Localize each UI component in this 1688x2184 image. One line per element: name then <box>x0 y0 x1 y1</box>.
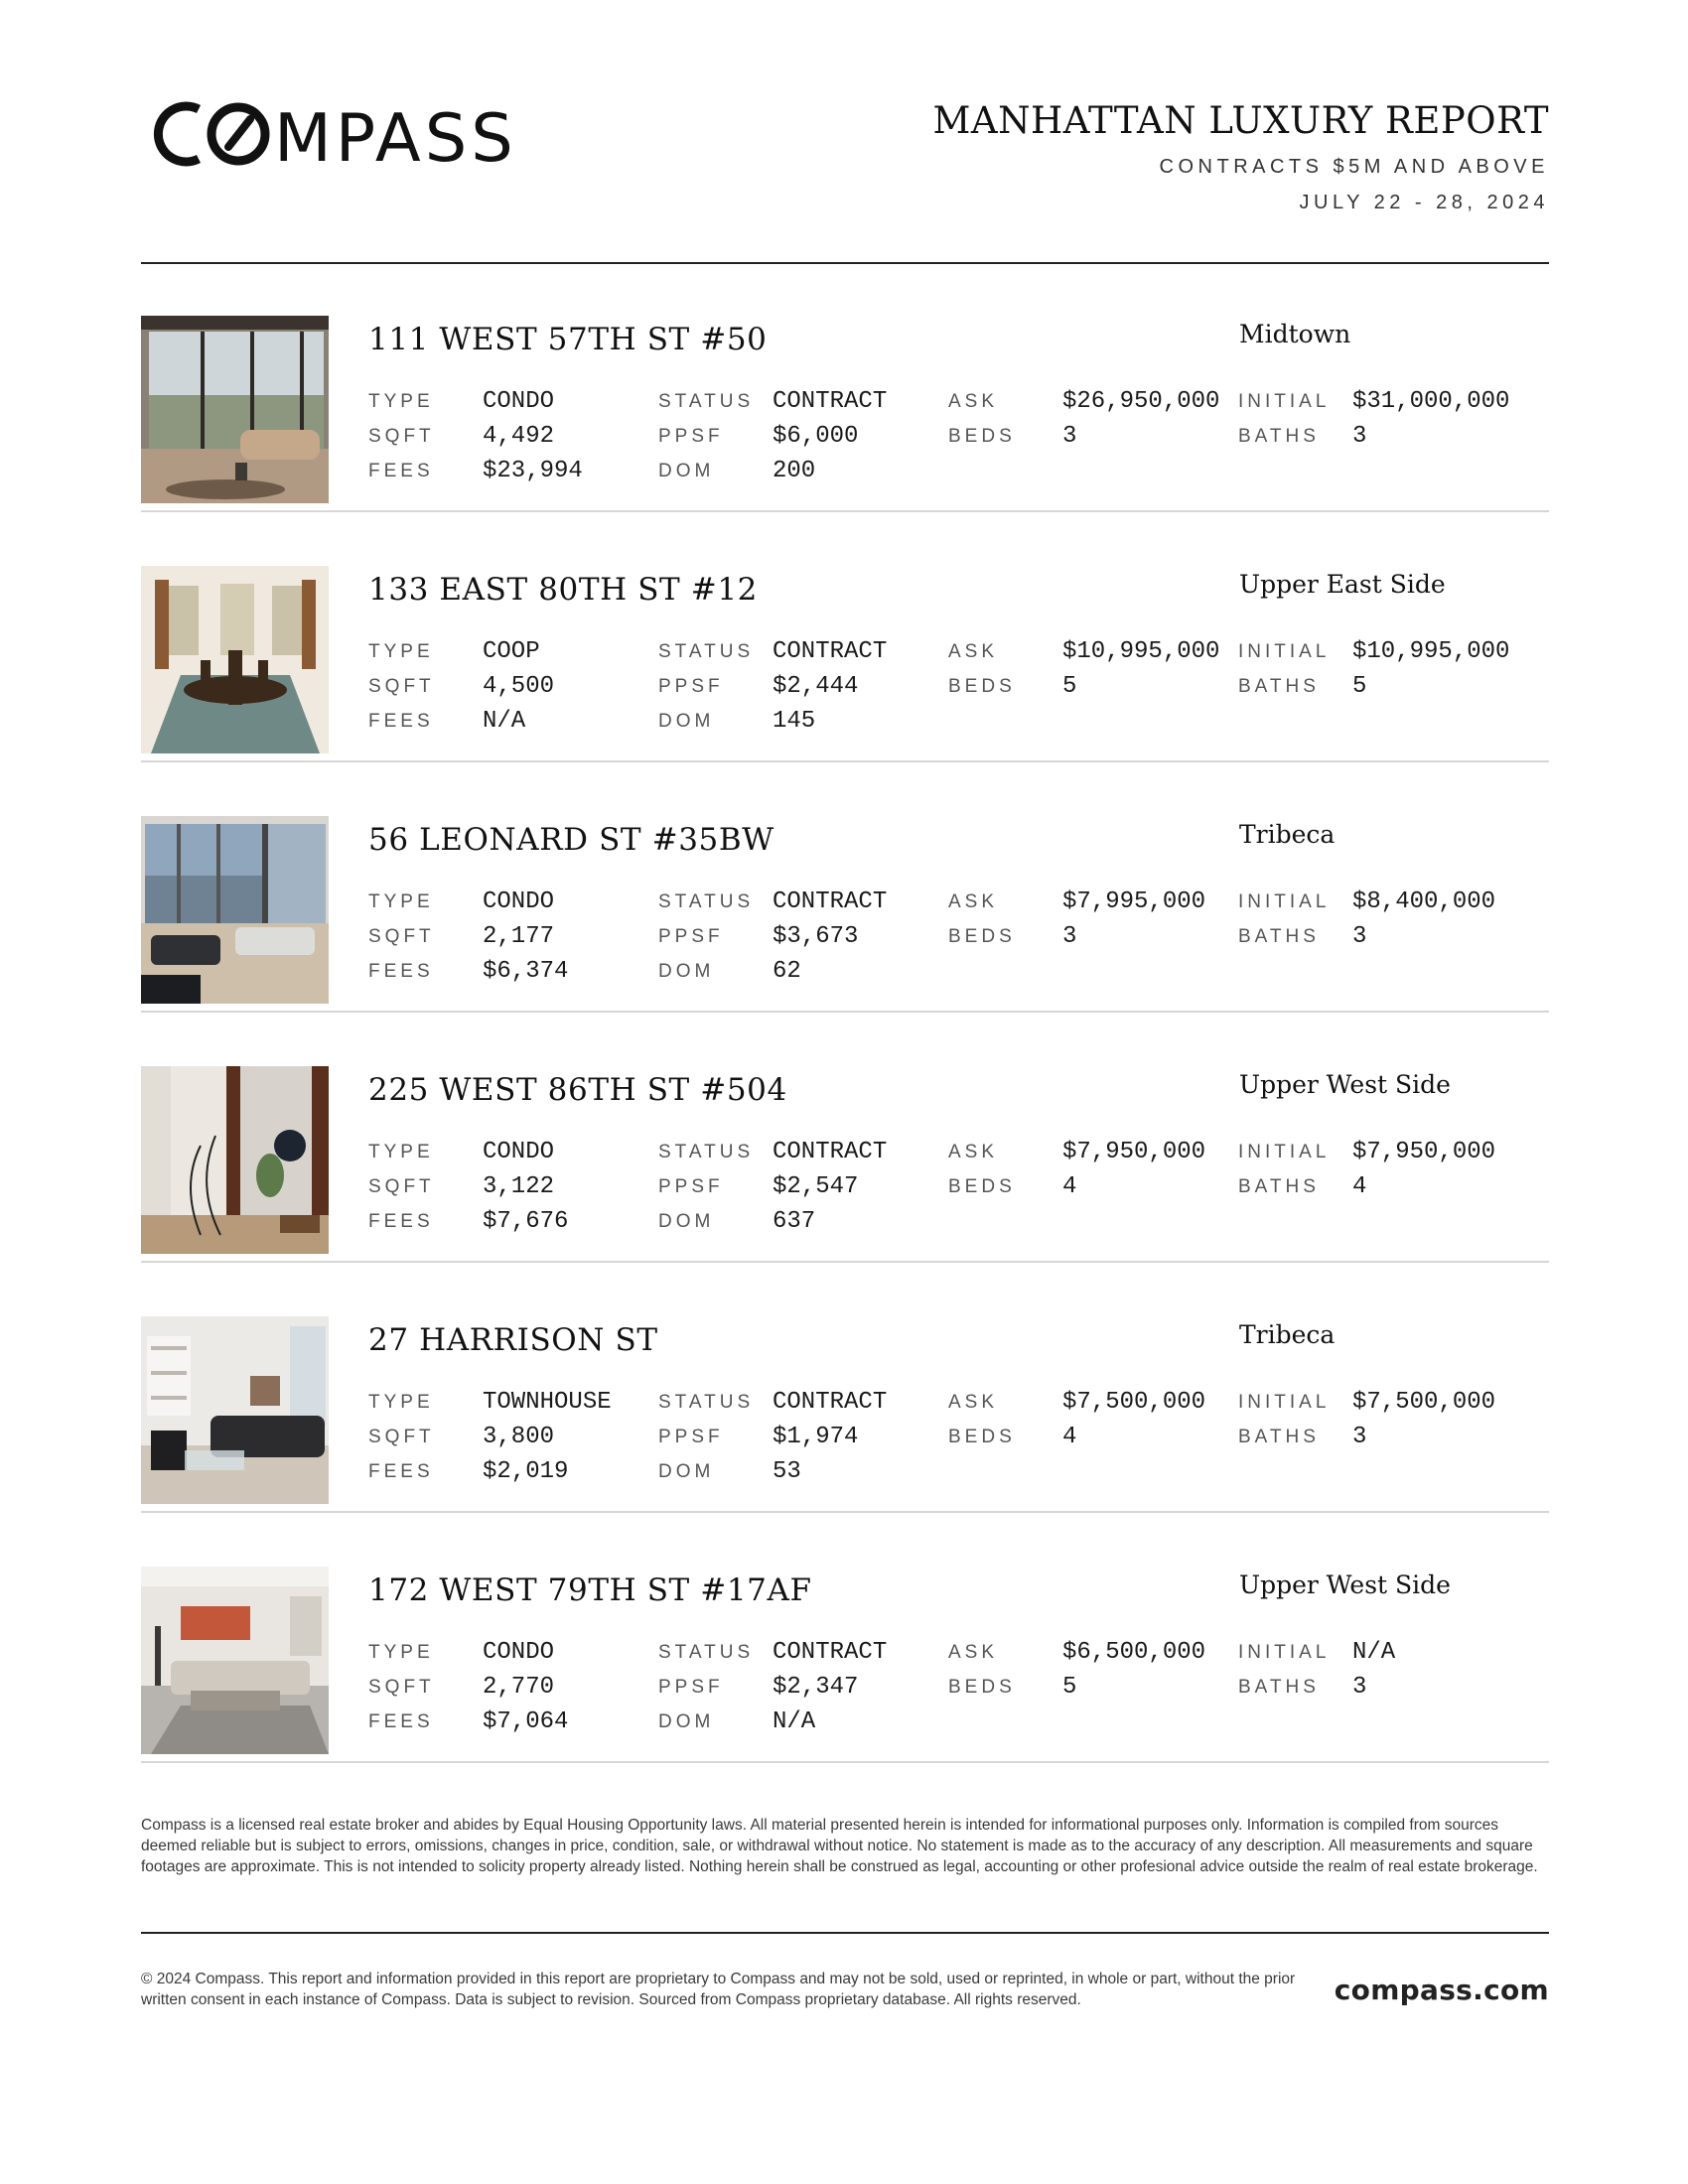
legal-disclaimer: Compass is a licensed real estate broker and abides by Equal Housing Opportunity laws. All material presented herein is intended for informational purposes only. Information is compiled from sources deemed reliable but is subject to errors, omissions, changes in price, condition, sale, or withdrawal without notice. No statement is made as to the accuracy of any description. All measurements and square footages are approximate. This is not intended to solicity property already listed. Nothing herein shall be construed as legal, accounting or other profesional advice outside the realm of real estate brokerage. <box>141 1817 1538 1875</box>
sqft-label: SQFT <box>368 1677 435 1698</box>
ppsf-value: $2,347 <box>773 1674 859 1701</box>
ask-label: ASK <box>948 1392 999 1413</box>
ask-value: $7,950,000 <box>1062 1139 1206 1165</box>
initial-label: INITIAL <box>1238 641 1331 662</box>
baths-label: BATHS <box>1238 926 1320 947</box>
beds-value: 5 <box>1062 1674 1077 1701</box>
type-label: TYPE <box>368 641 434 662</box>
listing-neighborhood: Upper West Side <box>1239 1070 1451 1099</box>
dom-label: DOM <box>658 1711 715 1732</box>
fees-value: $2,019 <box>483 1458 569 1485</box>
ppsf-label: PPSF <box>658 676 724 697</box>
fees-value: $7,064 <box>483 1708 569 1735</box>
initial-label: INITIAL <box>1238 391 1331 412</box>
dom-label: DOM <box>658 1211 715 1232</box>
ask-value: $7,500,000 <box>1062 1389 1206 1416</box>
listing-card[interactable] <box>141 512 1549 762</box>
ppsf-label: PPSF <box>658 1677 724 1698</box>
sqft-value: 4,492 <box>483 423 555 450</box>
dom-value: 637 <box>773 1208 816 1235</box>
beds-label: BEDS <box>948 1427 1016 1447</box>
initial-label: INITIAL <box>1238 1142 1331 1162</box>
listing-address[interactable]: 111 WEST 57TH ST #50 <box>368 322 768 357</box>
beds-value: 4 <box>1062 1424 1077 1450</box>
status-value: CONTRACT <box>773 1139 888 1165</box>
initial-value: $7,950,000 <box>1352 1139 1496 1165</box>
listing-address[interactable]: 56 LEONARD ST #35BW <box>368 822 774 858</box>
baths-value: 5 <box>1352 673 1367 700</box>
sqft-value: 3,122 <box>483 1173 555 1200</box>
status-label: STATUS <box>658 641 755 662</box>
status-label: STATUS <box>658 891 755 912</box>
status-value: CONTRACT <box>773 1639 888 1666</box>
listing-photo[interactable] <box>141 1316 329 1504</box>
baths-label: BATHS <box>1238 1176 1320 1197</box>
type-value: CONDO <box>483 1639 555 1666</box>
beds-value: 3 <box>1062 923 1077 950</box>
initial-value: $7,500,000 <box>1352 1389 1496 1416</box>
baths-label: BATHS <box>1238 1427 1320 1447</box>
baths-label: BATHS <box>1238 1677 1320 1698</box>
listing-divider <box>141 1761 1549 1763</box>
listing-card[interactable] <box>141 1013 1549 1263</box>
type-label: TYPE <box>368 891 434 912</box>
ask-value: $7,995,000 <box>1062 888 1206 915</box>
compass-logo <box>141 95 568 173</box>
sqft-label: SQFT <box>368 926 435 947</box>
website-link[interactable]: compass.com <box>1334 1974 1549 2006</box>
dom-label: DOM <box>658 1461 715 1482</box>
status-label: STATUS <box>658 391 755 412</box>
ask-value: $10,995,000 <box>1062 638 1220 665</box>
type-label: TYPE <box>368 1392 434 1413</box>
listing-card[interactable] <box>141 1513 1549 1763</box>
initial-value: $10,995,000 <box>1352 638 1510 665</box>
sqft-label: SQFT <box>368 676 435 697</box>
listing-neighborhood: Upper East Side <box>1239 570 1446 599</box>
listing-address[interactable]: 172 WEST 79TH ST #17AF <box>368 1572 812 1608</box>
fees-label: FEES <box>368 461 434 481</box>
listing-neighborhood: Upper West Side <box>1239 1570 1451 1599</box>
svg-text:MPASS: MPASS <box>274 99 517 173</box>
listing-photo[interactable] <box>141 816 329 1004</box>
baths-value: 3 <box>1352 1674 1367 1701</box>
type-label: TYPE <box>368 391 434 412</box>
beds-label: BEDS <box>948 1176 1016 1197</box>
status-label: STATUS <box>658 1142 755 1162</box>
type-value: CONDO <box>483 1139 555 1165</box>
sqft-value: 4,500 <box>483 673 555 700</box>
ppsf-value: $6,000 <box>773 423 859 450</box>
sqft-label: SQFT <box>368 426 435 447</box>
fees-value: $6,374 <box>483 958 569 985</box>
baths-value: 3 <box>1352 423 1367 450</box>
ask-label: ASK <box>948 1642 999 1663</box>
type-label: TYPE <box>368 1142 434 1162</box>
beds-label: BEDS <box>948 1677 1016 1698</box>
dom-value: 53 <box>773 1458 801 1485</box>
listing-neighborhood: Midtown <box>1239 320 1351 348</box>
status-value: CONTRACT <box>773 888 888 915</box>
beds-value: 4 <box>1062 1173 1077 1200</box>
fees-label: FEES <box>368 1211 434 1232</box>
fees-label: FEES <box>368 1711 434 1732</box>
status-label: STATUS <box>658 1392 755 1413</box>
sqft-value: 2,177 <box>483 923 555 950</box>
beds-value: 3 <box>1062 423 1077 450</box>
fees-label: FEES <box>368 961 434 982</box>
ppsf-label: PPSF <box>658 1427 724 1447</box>
ppsf-value: $2,547 <box>773 1173 859 1200</box>
sqft-label: SQFT <box>368 1427 435 1447</box>
fees-label: FEES <box>368 1461 434 1482</box>
sqft-value: 2,770 <box>483 1674 555 1701</box>
baths-value: 3 <box>1352 923 1367 950</box>
type-value: TOWNHOUSE <box>483 1389 612 1416</box>
fees-value: $7,676 <box>483 1208 569 1235</box>
sqft-value: 3,800 <box>483 1424 555 1450</box>
dom-label: DOM <box>658 961 715 982</box>
status-value: CONTRACT <box>773 388 888 415</box>
fees-value: $23,994 <box>483 458 583 484</box>
initial-label: INITIAL <box>1238 891 1331 912</box>
initial-value: $8,400,000 <box>1352 888 1496 915</box>
listing-card[interactable] <box>141 1263 1549 1513</box>
ask-value: $6,500,000 <box>1062 1639 1206 1666</box>
ppsf-value: $2,444 <box>773 673 859 700</box>
status-label: STATUS <box>658 1642 755 1663</box>
ppsf-label: PPSF <box>658 426 724 447</box>
dom-label: DOM <box>658 461 715 481</box>
listing-card[interactable] <box>141 762 1549 1013</box>
ppsf-label: PPSF <box>658 1176 724 1197</box>
ppsf-value: $1,974 <box>773 1424 859 1450</box>
listing-photo[interactable] <box>141 316 329 503</box>
type-value: CONDO <box>483 388 555 415</box>
listing-photo[interactable] <box>141 1066 329 1254</box>
dom-value: N/A <box>773 1708 816 1735</box>
initial-label: INITIAL <box>1238 1642 1331 1663</box>
listing-address[interactable]: 27 HARRISON ST <box>368 1322 658 1358</box>
baths-value: 4 <box>1352 1173 1367 1200</box>
listing-neighborhood: Tribeca <box>1239 820 1336 849</box>
dom-value: 145 <box>773 708 816 735</box>
listing-photo[interactable] <box>141 566 329 753</box>
listing-address[interactable]: 225 WEST 86TH ST #504 <box>368 1072 787 1108</box>
fees-value: N/A <box>483 708 526 735</box>
listing-photo[interactable] <box>141 1567 329 1754</box>
dom-value: 62 <box>773 958 801 985</box>
beds-value: 5 <box>1062 673 1077 700</box>
type-value: CONDO <box>483 888 555 915</box>
ask-label: ASK <box>948 391 999 412</box>
beds-label: BEDS <box>948 926 1016 947</box>
initial-label: INITIAL <box>1238 1392 1331 1413</box>
ask-value: $26,950,000 <box>1062 388 1220 415</box>
listing-neighborhood: Tribeca <box>1239 1320 1336 1349</box>
type-value: COOP <box>483 638 540 665</box>
listing-card[interactable] <box>141 262 1549 512</box>
ask-label: ASK <box>948 641 999 662</box>
footer-divider <box>141 1932 1549 1934</box>
beds-label: BEDS <box>948 676 1016 697</box>
listing-address[interactable]: 133 EAST 80TH ST #12 <box>368 572 759 608</box>
beds-label: BEDS <box>948 426 1016 447</box>
copyright-notice: © 2024 Compass. This report and information provided in this report are proprietary to Compass and may not be sold, used or reprinted, in whole or part, without the prior written consent in each instance of Compass. Data is subject to revision. Sourced from Compass proprietary database. All rights reserved. <box>141 1971 1296 2008</box>
report-date-range: JULY 22 - 28, 2024 <box>1299 192 1549 213</box>
ppsf-value: $3,673 <box>773 923 859 950</box>
sqft-label: SQFT <box>368 1176 435 1197</box>
type-label: TYPE <box>368 1642 434 1663</box>
initial-value: N/A <box>1352 1639 1396 1666</box>
ask-label: ASK <box>948 891 999 912</box>
fees-label: FEES <box>368 711 434 732</box>
report-subtitle: CONTRACTS $5M AND ABOVE <box>1159 156 1549 178</box>
initial-value: $31,000,000 <box>1352 388 1510 415</box>
ppsf-label: PPSF <box>658 926 724 947</box>
baths-label: BATHS <box>1238 676 1320 697</box>
baths-value: 3 <box>1352 1424 1367 1450</box>
status-value: CONTRACT <box>773 1389 888 1416</box>
status-value: CONTRACT <box>773 638 888 665</box>
dom-value: 200 <box>773 458 816 484</box>
dom-label: DOM <box>658 711 715 732</box>
ask-label: ASK <box>948 1142 999 1162</box>
report-title: MANHATTAN LUXURY REPORT <box>932 99 1549 142</box>
baths-label: BATHS <box>1238 426 1320 447</box>
